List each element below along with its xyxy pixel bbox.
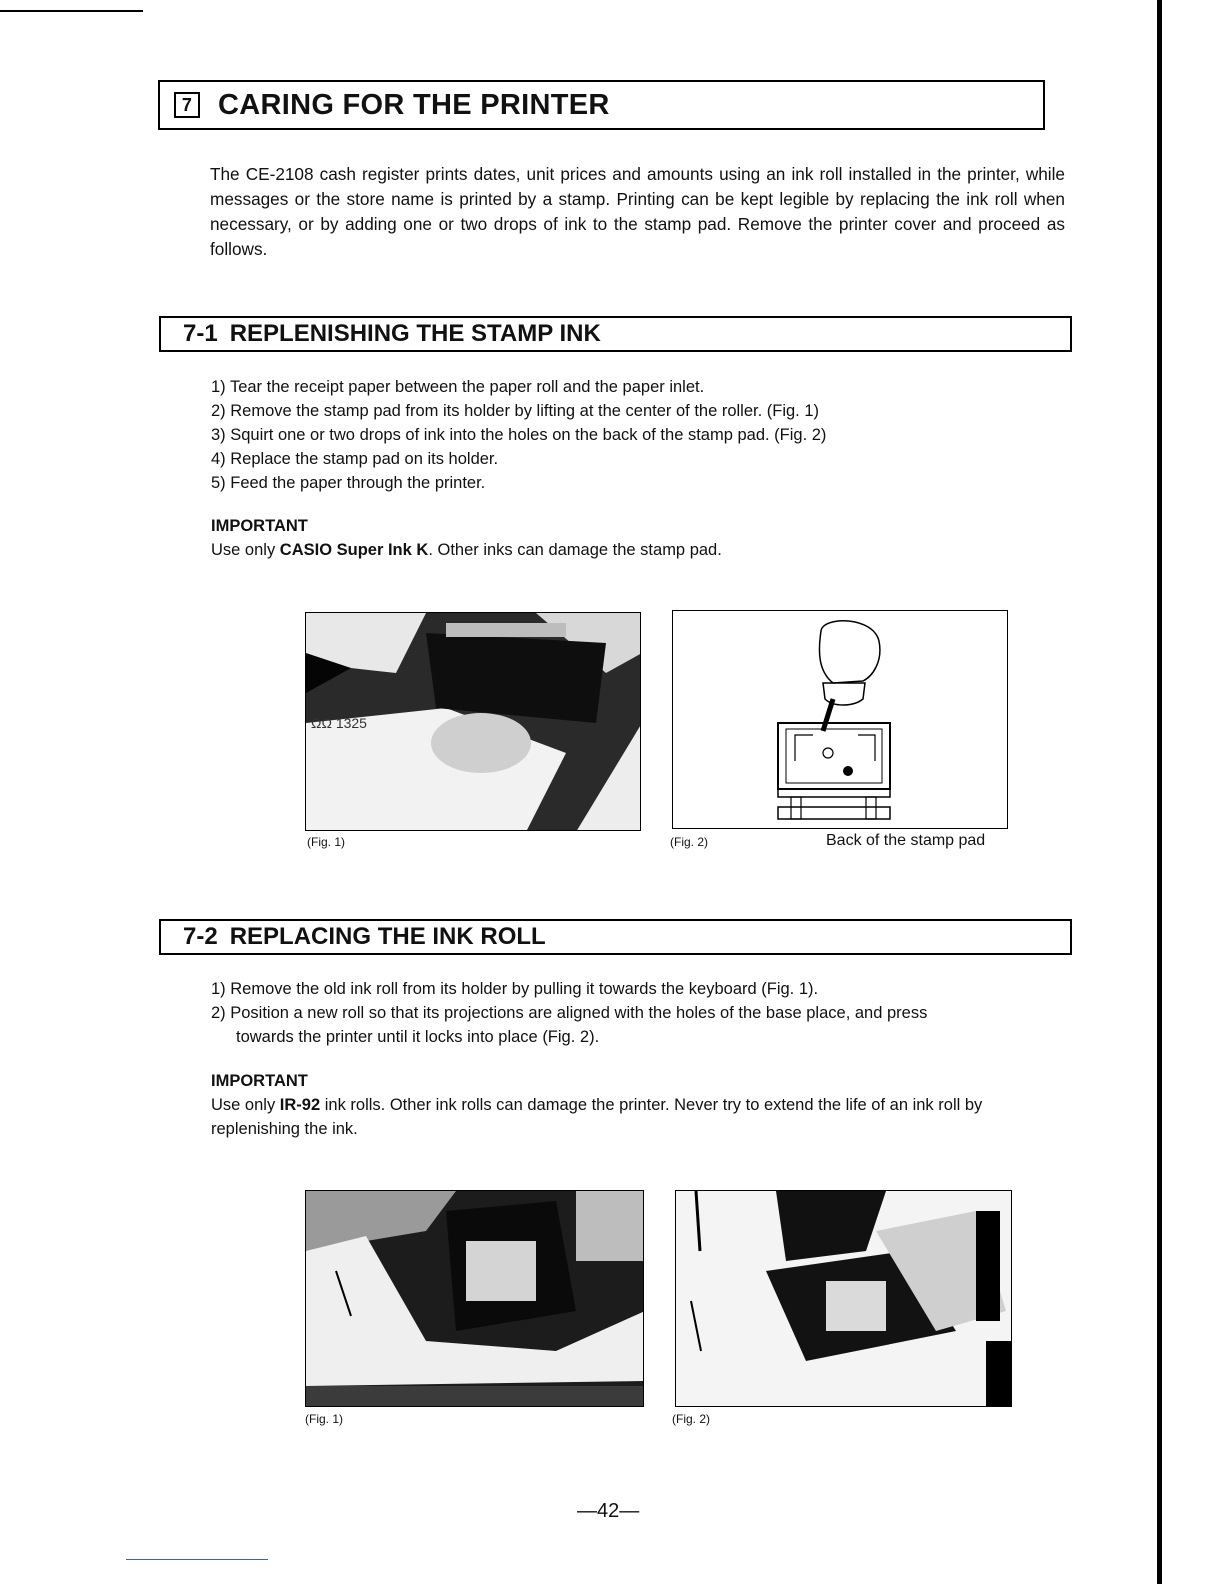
important-label-2: IMPORTANT (211, 1072, 308, 1090)
stamp-pad-removal-photo (306, 613, 641, 831)
section-7-2-steps (211, 977, 1071, 1049)
fig1-stamp-photo (305, 612, 641, 831)
important-note-2: Use only IR-92 ink rolls. Other ink rolls can damage the printer. Never try to extend the life of an ink roll by replenishing the ink. (211, 1096, 983, 1138)
ink-roll-removal-photo (306, 1191, 644, 1407)
ink-product-name: CASIO Super Ink K (279, 541, 429, 559)
section-7-2-title: REPLACING THE INK ROLL (229, 923, 546, 950)
intro-paragraph: The CE-2108 cash register prints dates, unit prices and amounts using an ink roll installed in the printer, while messages or the store name is printed by a stamp. Printing can be kept legible by replacing the ink roll when necessary, or by adding one or two drops of ink to the stamp pad. Remove the printer cover and proceed as follows. (210, 164, 1065, 259)
step-item: 4) Replace the stamp pad on its holder. (211, 450, 499, 468)
important-note-1: Use only CASIO Super Ink K. Other inks can damage the stamp pad. (211, 541, 722, 559)
step-item: 2) Remove the stamp pad from its holder by lifting at the center of the roller. (Fig. 1) (211, 402, 820, 420)
important-label-1: IMPORTANT (211, 517, 308, 535)
fig1-ink-roll-photo (305, 1190, 644, 1407)
section-7-header (158, 80, 1045, 130)
fig2-label: Back of the stamp pad (826, 832, 986, 849)
section-7-number: 7 (174, 92, 200, 118)
ink-bottle-diagram (673, 611, 1008, 829)
step-item: 1) Remove the old ink roll from its holder by pulling it towards the keyboard (Fig. 1). (211, 980, 819, 998)
step-item: towards the printer until it locks into place (Fig. 2). (236, 1028, 600, 1046)
step-item: 2) Position a new roll so that its projections are aligned with the holes of the base place, and press (211, 1004, 928, 1022)
section-7-title: CARING FOR THE PRINTER (218, 88, 610, 121)
section-7-1-steps (211, 375, 1071, 495)
section-7-1-header (159, 316, 1072, 352)
ink-roll-product-name: IR-92 (279, 1096, 321, 1114)
step-item: 3) Squirt one or two drops of ink into the holes on the back of the stamp pad. (Fig. 2) (211, 426, 827, 444)
fig2-caption-2: (Fig. 2) (672, 1412, 711, 1426)
section-7-1-number: 7-1 (183, 320, 218, 347)
fig2-ink-roll-photo (675, 1190, 1012, 1407)
ink-roll-install-photo (676, 1191, 1012, 1407)
svg-text:ΩΩ 1325: ΩΩ 1325 (311, 715, 367, 731)
scan-edge-bar (1157, 0, 1162, 1584)
fig2-stamp-diagram (672, 610, 1008, 829)
section-7-2-header (159, 919, 1072, 955)
top-rule (0, 10, 143, 12)
fig2-caption: (Fig. 2) (670, 835, 709, 849)
step-item: 5) Feed the paper through the printer. (211, 474, 486, 492)
step-item: 1) Tear the receipt paper between the paper roll and the paper inlet. (211, 378, 705, 396)
fig1-caption-2: (Fig. 1) (305, 1412, 344, 1426)
section-7-2-number: 7-2 (183, 923, 218, 950)
page-number: —42— (577, 1500, 640, 1522)
fig1-caption: (Fig. 1) (307, 835, 346, 849)
bottom-rule (126, 1559, 268, 1560)
section-7-1-title: REPLENISHING THE STAMP INK (229, 320, 601, 347)
